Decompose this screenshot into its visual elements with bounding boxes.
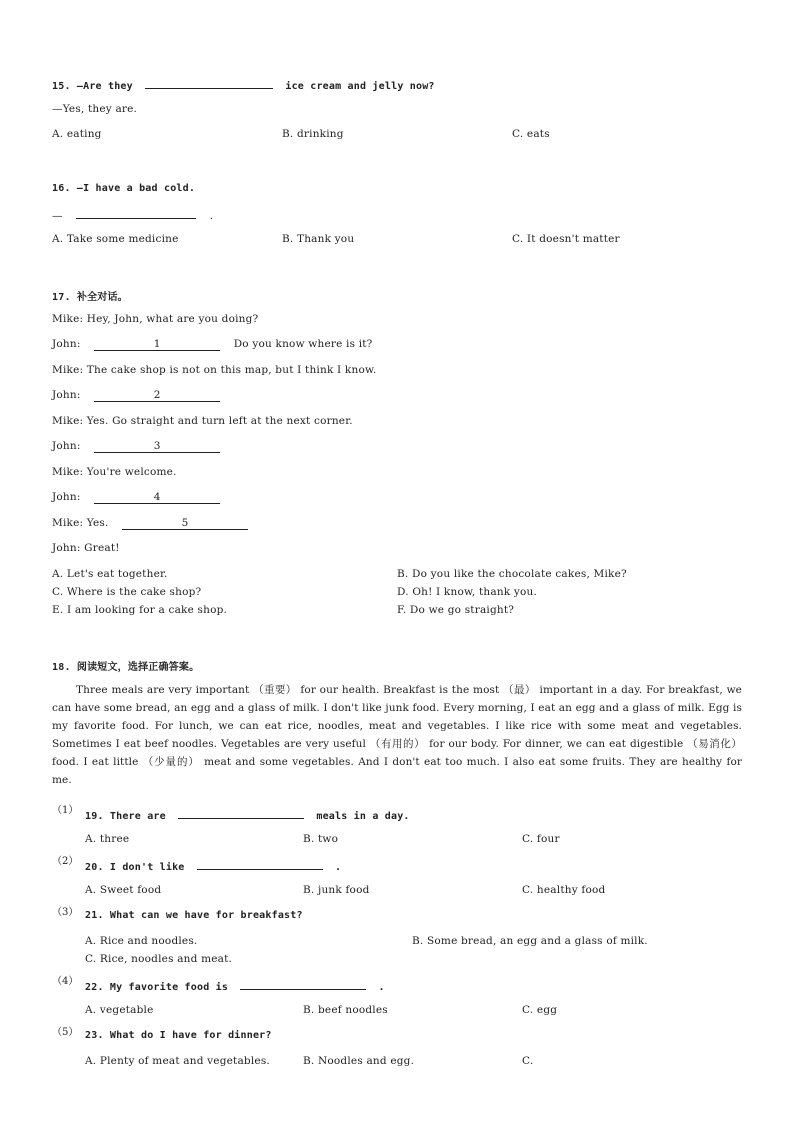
q17-option-e[interactable]: E. I am looking for a cake shop. [52,604,228,616]
dialog-line-2 [52,338,373,351]
q15-option-a[interactable]: A. eating [52,128,102,140]
q16-option-c[interactable]: C. It doesn't matter [512,233,620,245]
q15-option-c[interactable]: C. eats [512,128,550,140]
dialog-blank-1[interactable]: 1 [94,338,220,351]
dialog-speaker: John: [52,389,81,401]
q15-stem-end: ice cream and jelly now? [285,81,435,92]
sub-number: （2） [52,856,79,867]
q15-stem-start: 15. —Are they [52,81,133,92]
q21-option-a[interactable]: A. Rice and noodles. [85,935,198,947]
q16-option-b[interactable]: B. Thank you [282,233,355,245]
q19-option-a[interactable]: A. three [85,833,130,845]
q17-option-d[interactable]: D. Oh! I know, thank you. [397,586,538,598]
q18-title: 18. 阅读短文，选择正确答案。 [52,662,200,673]
dialog-text: Yes. Go straight and turn left at the next corner. [86,415,353,427]
q16-answer-blank[interactable] [76,208,196,219]
q15-stem [52,78,435,92]
q19-stem-end: meals in a day. [316,811,410,822]
dialog-blank-2[interactable]: 2 [94,389,220,402]
q15-answer-blank[interactable] [145,78,273,89]
q22-stem-end: . [378,982,385,993]
dialog-speaker: Mike: [52,517,84,529]
dialog-speaker: Mike: [52,466,84,478]
q16-answer-line [52,208,213,222]
dialog-speaker: John: [52,440,81,452]
dialog-speaker: Mike: [52,415,84,427]
q20-stem-end: . [335,862,342,873]
q20-option-c[interactable]: C. healthy food [522,884,606,896]
dialog-text: You're welcome. [86,466,177,478]
q22-option-a[interactable]: A. vegetable [85,1004,154,1016]
dialog-speaker: John: [52,491,81,503]
dialog-line-7 [52,466,177,478]
dialog-text: Yes. [86,517,109,529]
q22-stem-start: 22. My favorite food is [85,982,229,993]
q23-stem: 23. What do I have for dinner? [85,1030,272,1041]
dialog-blank-3[interactable]: 3 [94,440,220,453]
q19-stem-start: 19. There are [85,811,166,822]
q21-stem: 21. What can we have for breakfast? [85,910,303,921]
dialog-line-4 [52,389,220,402]
q16-stem: 16. —I have a bad cold. [52,183,196,194]
dialog-blank-5[interactable]: 5 [122,517,248,530]
q22-answer-blank[interactable] [240,979,366,990]
q15-option-b[interactable]: B. drinking [282,128,344,140]
q20-option-b[interactable]: B. junk food [303,884,370,896]
dialog-speaker: Mike: [52,313,84,325]
q16-period: . [209,210,214,222]
q21-option-b[interactable]: B. Some bread, an egg and a glass of milk. [412,935,648,947]
q17-option-c[interactable]: C. Where is the cake shop? [52,586,202,598]
q21-option-c[interactable]: C. Rice, noodles and meat. [85,953,233,965]
sub-number: （3） [52,907,79,918]
q17-option-f[interactable]: F. Do we go straight? [397,604,515,616]
dialog-speaker: John: [52,542,81,554]
q22-stem [85,979,385,993]
q15-reply: —Yes, they are. [52,103,138,115]
q23-option-c[interactable]: C. [522,1055,534,1067]
dialog-line-6 [52,440,220,453]
dialog-text: Do you know where is it? [233,338,373,350]
q19-option-c[interactable]: C. four [522,833,560,845]
q23-option-a[interactable]: A. Plenty of meat and vegetables. [85,1055,270,1067]
q20-option-a[interactable]: A. Sweet food [85,884,162,896]
q22-option-b[interactable]: B. beef noodles [303,1004,388,1016]
dialog-text: The cake shop is not on this map, but I think I know. [86,364,377,376]
q16-option-a[interactable]: A. Take some medicine [52,233,179,245]
q19-stem [85,808,410,822]
q19-answer-blank[interactable] [178,808,304,819]
q17-option-a[interactable]: A. Let's eat together. [52,568,168,580]
dialog-line-3 [52,364,376,376]
q20-stem [85,859,341,873]
dialog-line-9 [52,517,248,530]
dialog-text: Hey, John, what are you doing? [86,313,259,325]
sub-number: （4） [52,976,79,987]
dialog-line-10 [52,542,120,554]
q16-dash: — [52,210,63,222]
dialog-speaker: John: [52,338,81,350]
q23-option-b[interactable]: B. Noodles and egg. [303,1055,415,1067]
q22-option-c[interactable]: C. egg [522,1004,558,1016]
dialog-line-5 [52,415,353,427]
dialog-blank-4[interactable]: 4 [94,491,220,504]
q20-stem-start: 20. I don't like [85,862,185,873]
dialog-speaker: Mike: [52,364,84,376]
q19-option-b[interactable]: B. two [303,833,339,845]
q17-option-b[interactable]: B. Do you like the chocolate cakes, Mike? [397,568,627,580]
reading-passage: Three meals are very important （重要） for our health. Breakfast is the most （最） important in a day. For breakfast, we can have some bread, an egg and a glass of milk. I don't like junk food. Every morning, I eat an egg and a glass of milk. Egg is my favorite food. For lunch, we can eat rice, noodles, meat and vegetables. I like rice with some meat and vegetables. Sometimes I eat beef noodles. Vegetables are very useful （有用的） for our body. For dinner, we can eat digestible （易消化） food. I eat little （少量的） meat and some vegetables. And I don't eat too much. I also eat some fruits. They are healthy for me. [52,684,742,786]
sub-number: （5） [52,1027,79,1038]
dialog-line-8 [52,491,220,504]
dialog-line-1 [52,313,258,325]
dialog-text: Great! [84,542,120,554]
q17-title: 17. 补全对话。 [52,292,128,303]
q20-answer-blank[interactable] [197,859,323,870]
sub-number: （1） [52,805,79,816]
